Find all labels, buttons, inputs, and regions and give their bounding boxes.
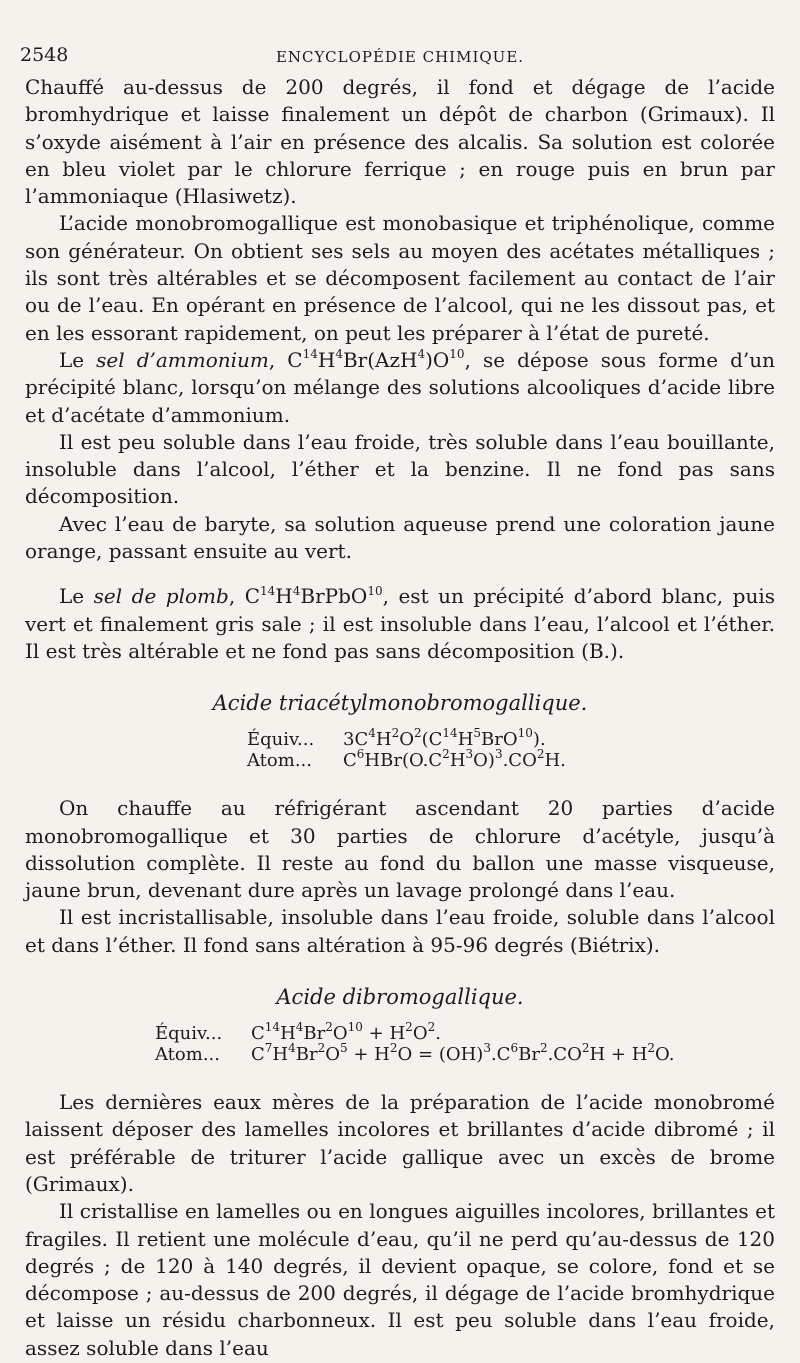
- formula-row-atom: [155, 1041, 775, 1066]
- paragraph-sel-ammonium: Le sel d’ammonium, $C^{14}H^4Br(AzH^4)O^{10}$, se dépose sous forme d’un précipité blanc, lorsqu’on mélange des solutions alcooliques d’acide libre et d’acétate d’ammonium.: [25, 347, 775, 427]
- chemical-formula: $C^{14}H^4BrPbO^{10}$: [244, 583, 383, 609]
- paragraph-sel-plomb: Le sel de plomb, $C^{14}H^4BrPbO^{10}$, est un précipité d’abord blanc, puis vert et finalement gris sale ; il est insoluble dans l’eau, l’alcool et l’éther. Il est très altérable et ne fond pas sans décomposition (B.).: [25, 583, 776, 663]
- page-header: [0, 44, 800, 74]
- paragraph: Il est peu soluble dans l’eau froide, très soluble dans l’eau bouillante, insoluble dans l’alcool, l’éther et la benzine. Il ne fond pas sans décomposition.: [25, 429, 775, 509]
- formula-row-equiv: [247, 726, 775, 751]
- chemical-formula: $3C^4H^2O^2(C^{14}H^5BrO^{10})$.: [343, 726, 546, 751]
- paragraph: Avec l’eau de baryte, sa solution aqueuse prend une coloration jaune orange, passant ensuite au vert.: [25, 511, 775, 564]
- text-run: , se dépose sous forme d’un précipité blanc, lorsqu’on mélange des solutions alcooliques d’acide libre et d’acétate d’ammonium.: [25, 347, 775, 427]
- page-number: 2548: [20, 44, 69, 66]
- formula-block: [25, 726, 775, 772]
- text-run: Le: [59, 584, 94, 609]
- formula-label: Atom...: [247, 750, 312, 772]
- formula-block: [25, 1020, 775, 1066]
- paragraph: Il cristallise en lamelles ou en longues aiguilles incolores, brillantes et fragiles. Il retient une molécule d’eau, qu’il ne perd qu’au-dessus de 120 degrés ; de 120 à 140 degrés, il devient opaque, se colore, fond et se décompose ; au-dessus de 200 degrés, il dégage de l’acide bromhydrique et laisse un résidu charbonneux. Il est peu soluble dans l’eau froide, assez soluble dans l’eau: [25, 1199, 775, 1360]
- page-body: [25, 74, 775, 1362]
- chemical-formula: $C^{14}H^4Br^2O^{10} + H^2O^2$.: [251, 1020, 441, 1045]
- formula-label: Équiv...: [155, 1023, 223, 1045]
- text-run: Le: [59, 347, 97, 372]
- paragraph: On chauffe au réfrigérant ascendant 20 parties d’acide monobromogallique et 30 parties de chlorure d’acétyle, jusqu’à dissolution complète. Il reste au fond du ballon une masse visqueuse, jaune brun, devenant dure après un lavage prolongé dans l’eau.: [25, 796, 775, 903]
- paragraph: Les dernières eaux mères de la préparation de l’acide monobromé laissent déposer des lamelles incolores et brillantes d’acide dibromé ; il est préférable de triturer l’acide gallique avec un excès de brome (Grimaux).: [25, 1090, 775, 1196]
- section-heading: Acide triacétylmonobromogallique.: [212, 691, 588, 716]
- chemical-formula: $C^{14}H^4Br(AzH^4)O^{10}$: [287, 347, 465, 372]
- formula-row-equiv: [155, 1020, 775, 1045]
- chemical-formula: $C^6HBr(O.C^2H^3O)^3.CO^2H$.: [343, 747, 566, 772]
- italic-term: sel d’ammonium: [96, 347, 269, 372]
- section-heading: Acide dibromogallique.: [276, 985, 524, 1010]
- formula-label: Équiv...: [247, 729, 315, 751]
- paragraph: L’acide monobromogallique est monobasique et triphénolique, comme son générateur. On obtient ses sels au moyen des acétates métalliques ; ils sont très altérables et se décomposent facilement au contact de l’air ou de l’eau. En opérant en présence de l’alcool, qui ne les dissout pas, et en les essorant rapidement, on peut les préparer à l’état de pureté.: [25, 211, 775, 345]
- formula-label: Atom...: [155, 1044, 220, 1066]
- formula-row-atom: [247, 747, 775, 772]
- italic-term: sel de plomb: [93, 584, 229, 609]
- text-run: , est un précipité d’abord blanc, puis vert et finalement gris sale ; il est insoluble dans l’eau, l’alcool et l’éther. Il est très altérable et ne fond pas sans décomposition (B.).: [25, 584, 776, 663]
- running-title: ENCYCLOPÉDIE CHIMIQUE.: [275, 48, 525, 66]
- paragraph: Chauffé au-dessus de 200 degrés, il fond et dégage de l’acide bromhydrique et laisse finalement un dépôt de charbon (Grimaux). Il s’oxyde aisément à l’air en présence des alcalis. Sa solution est colorée en bleu violet par le chlorure ferrique ; en rouge puis en brun par l’ammoniaque (Hlasiwetz).: [25, 75, 775, 209]
- chemical-formula: $C^7H^4Br^2O^5 + H^2O = (OH)^3.C^6Br^2.CO^2H + H^2O$.: [251, 1041, 675, 1066]
- paragraph: Il est incristallisable, insoluble dans l’eau froide, soluble dans l’alcool et dans l’éther. Il fond sans altération à 95-96 degrés (Biétrix).: [25, 905, 775, 957]
